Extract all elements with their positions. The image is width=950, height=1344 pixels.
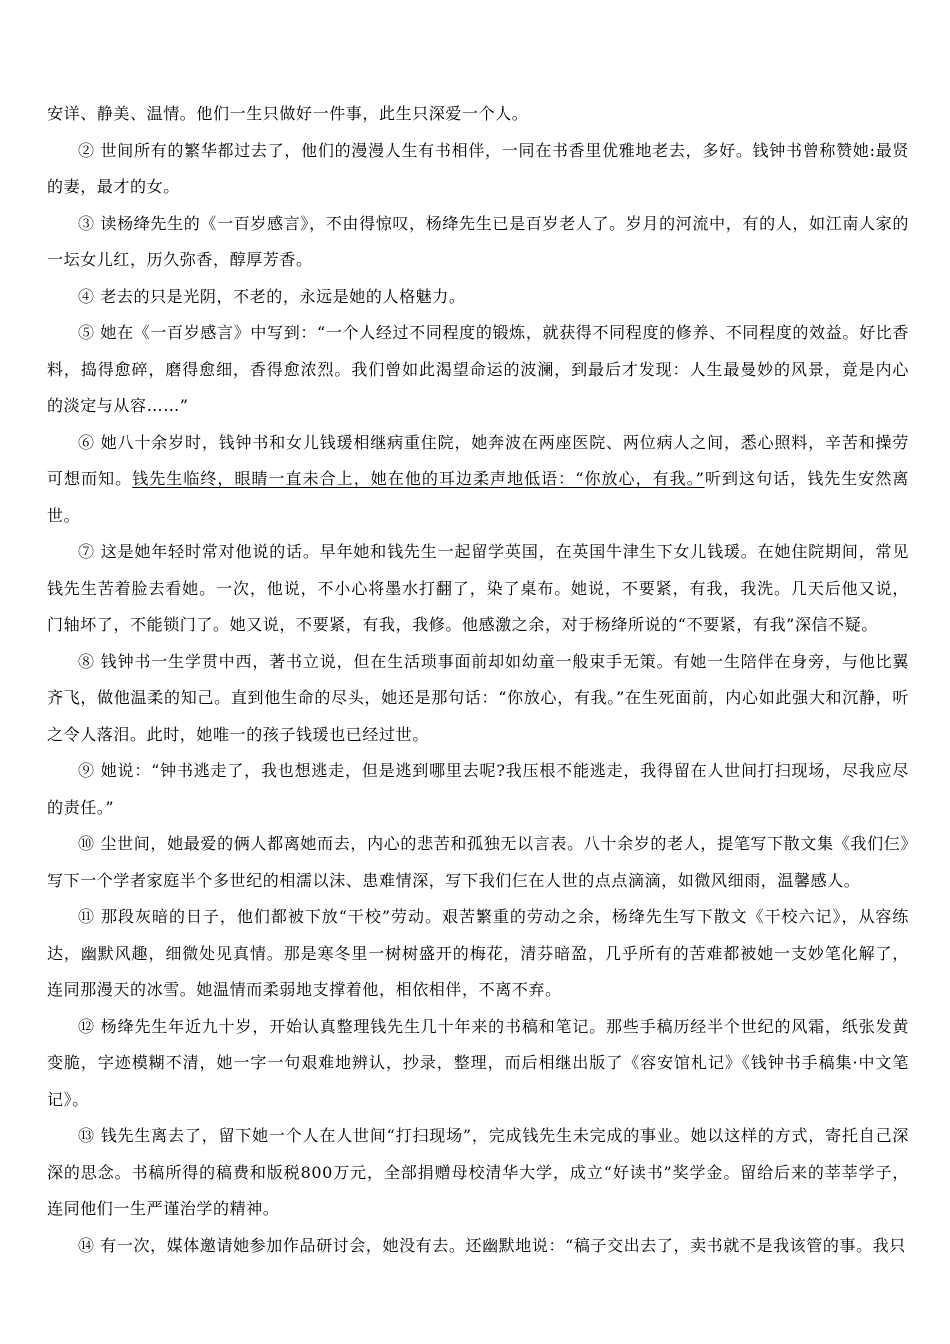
paragraph-12: ⑫ 杨绛先生年近九十岁，开始认真整理钱先生几十年来的书稿和笔记。那些手稿历经半个世纪的风霜，纸张发黄变脆，字迹模糊不清，她一字一句艰难地辨认，抄录，整理，而后相继出版了《容安馆札记》《钱钟书手稿集·中文笔记》。 bbox=[47, 1016, 909, 1109]
paragraph-11: ⑪ 那段灰暗的日子，他们都被下放“干校”劳动。艰苦繁重的劳动之余，杨绛先生写下散文《干校六记》，从容练达，幽默风趣，细微处见真情。那是寒冬里一树树盛开的梅花，清芬暗盈，几乎所有的苦难都被她一支妙笔化解了，连同那漫天的冰雪。她温情而柔弱地支撑着他，相依相伴，不离不弃。 bbox=[47, 907, 909, 999]
paragraph-6 bbox=[47, 425, 909, 535]
paragraph-2: ② 世间所有的繁华都过去了，他们的漫漫人生有书相伴，一同在书香里优雅地老去，多好。钱钟书曾称赞她:最贤的妻，最才的女。 bbox=[47, 140, 909, 196]
paragraph-6-underlined-sentence: 钱先生临终，眼睛一直未合上，她在他的耳边柔声地低语：“你放心，有我。” bbox=[132, 469, 705, 488]
paragraph-14: ⑭ 有一次，媒体邀请她参加作品研讨会，她没有去。还幽默地说：“稿子交出去了，卖书就不是我该管的事。我只 bbox=[78, 1235, 906, 1255]
paragraph-3: ③ 读杨绛先生的《一百岁感言》，不由得惊叹，杨绛先生已是百岁老人了。岁月的河流中，有的人，如江南人家的一坛女儿红，历久弥香，醇厚芳香。 bbox=[47, 213, 909, 269]
paragraph-6-tail: 听到这句话，钱先生安然离世。 bbox=[47, 469, 909, 525]
paragraph-continued: 安详、静美、温情。他们一生只做好一件事，此生只深爱一个人。 bbox=[47, 104, 529, 123]
paragraph-6-lead: ⑥ 她八十余岁时，钱钟书和女儿钱瑗相继病重住院，她奔波在两座医院、两位病人之间，悉心照料，辛苦和操劳可想而知。 bbox=[47, 432, 909, 488]
paragraph-9: ⑨ 她说：“钟书逃走了，我也想逃走，但是逃到哪里去呢?我压根不能逃走，我得留在人世间打扫现场，尽我应尽的责任。” bbox=[47, 761, 909, 817]
paragraph-13: ⑬ 钱先生离去了，留下她一个人在人世间“打扫现场”，完成钱先生未完成的事业。她以这样的方式，寄托自己深深的思念。书稿所得的稿费和版税800万元，全部捐赠母校清华大学，成立“好读书”奖学金。留给后来的莘莘学子，连同他们一生严谨治学的精神。 bbox=[47, 1126, 909, 1218]
paragraph-4: ④ 老去的只是光阴，不老的，永远是她的人格魅力。 bbox=[78, 286, 466, 306]
paragraph-8: ⑧ 钱钟书一生学贯中西，著书立说，但在生活琐事面前却如幼童一般束手无策。有她一生陪伴在身旁，与他比翼齐飞，做他温柔的知己。直到他生命的尽头，她还是那句话：“你放心，有我。”在生死面前，内心如此强大和沉静，听之令人落泪。此时，她唯一的孩子钱瑗也已经过世。 bbox=[47, 651, 909, 744]
paragraph-5: ⑤ 她在《一百岁感言》中写到：“一个人经过不同程度的锻炼，就获得不同程度的修养、不同程度的效益。好比香料，捣得愈碎，磨得愈细，香得愈浓烈。我们曾如此渴望命运的波澜，到最后才发现：人生最曼妙的风景，竟是内心的淡定与从容……” bbox=[47, 323, 909, 415]
paragraph-7: ⑦ 这是她年轻时常对他说的话。早年她和钱先生一起留学英国，在英国牛津生下女儿钱瑗。在她住院期间，常见钱先生苦着脸去看她。一次，他说，不小心将墨水打翻了，染了桌布。她说，不要紧，有我，我洗。几天后他又说，门轴坏了，不能锁门了。她又说，不要紧，有我，我修。他感激之余，对于杨绛所说的“不要紧，有我”深信不疑。 bbox=[47, 542, 909, 634]
paragraph-10: ⑩ 尘世间，她最爱的俩人都离她而去，内心的悲苦和孤独无以言表。八十余岁的老人，提笔写下散文集《我们仨》写下一个学者家庭半个多世纪的相濡以沫、患难情深，写下我们仨在人世的点点滴滴，如微风细雨，温馨感人。 bbox=[47, 834, 909, 890]
article-page bbox=[47, 96, 909, 1264]
